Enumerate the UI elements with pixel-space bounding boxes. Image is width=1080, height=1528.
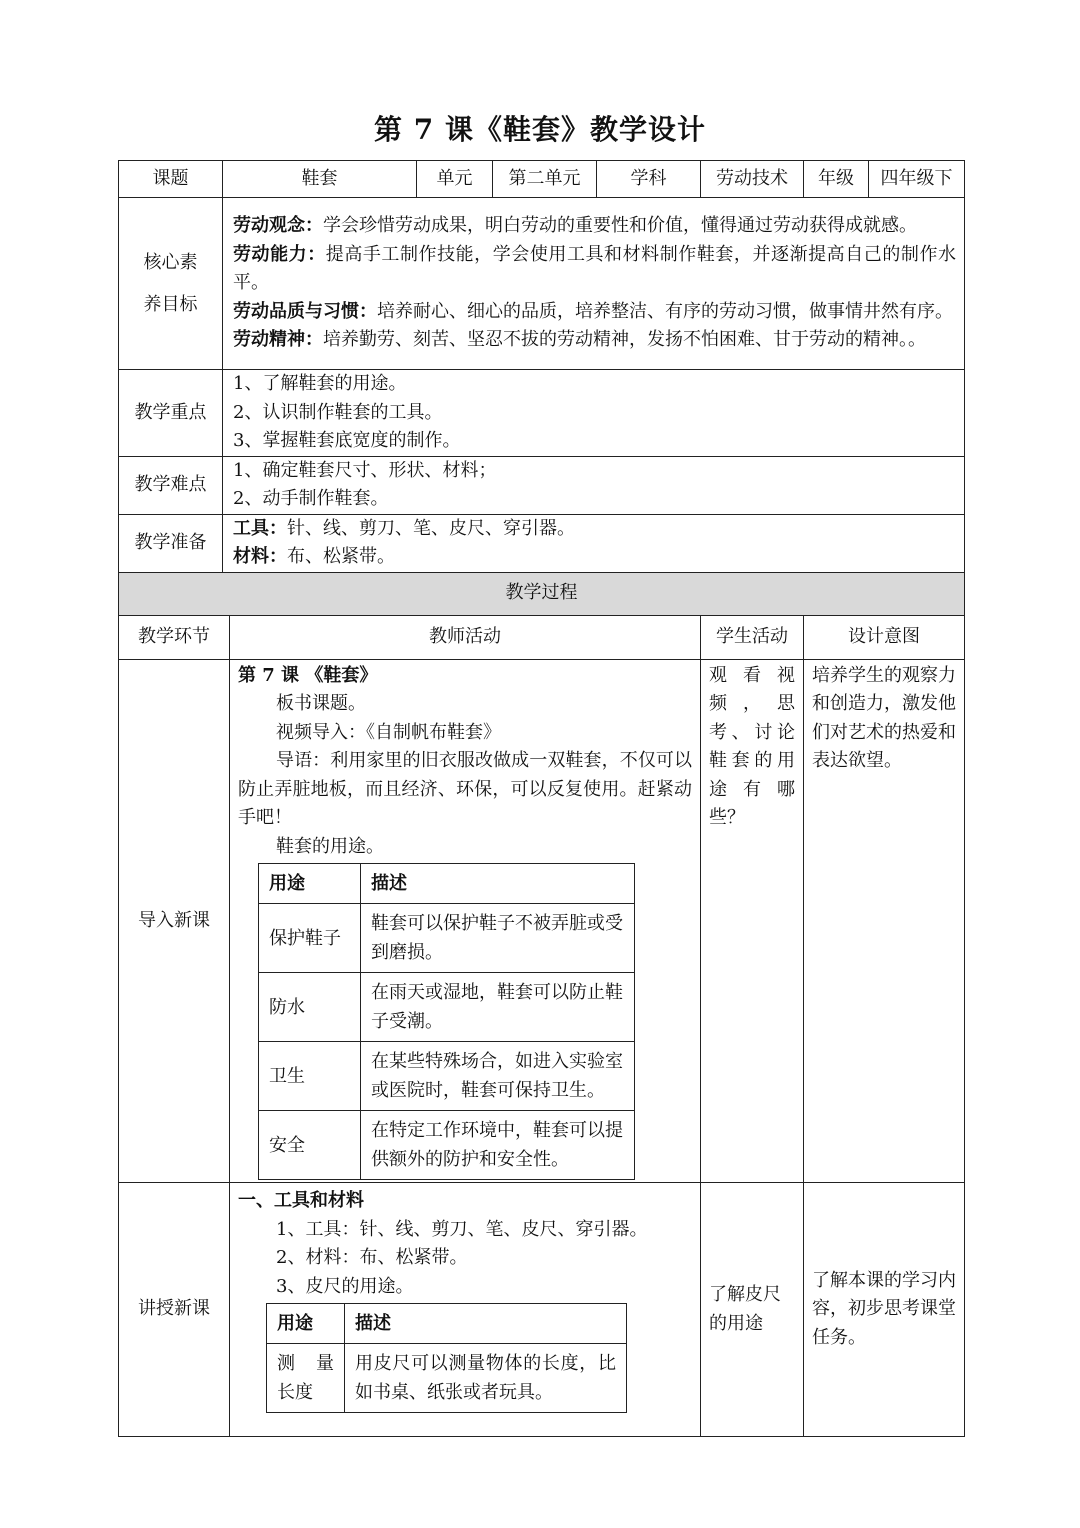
goal-head: 劳动观念： (233, 215, 323, 237)
goal-text: 培养勤劳、刻苦、坚忍不拔的劳动精神，发扬不怕困难、甘于劳动的精神。。 (323, 329, 926, 351)
teach-student: 了解皮尺的用途 (701, 1183, 804, 1437)
goal-text: 学会珍惜劳动成果，明白劳动的重要性和价值，懂得通过劳动获得成就感。 (323, 215, 917, 237)
desc-cell: 在某些特殊场合，如进入实验室或医院时，鞋套可保持卫生。 (361, 1042, 635, 1111)
goals-label-line-1: 核心素 (143, 251, 198, 273)
key-points-content (223, 370, 965, 457)
intro-teacher (230, 659, 701, 1183)
uses-title: 鞋套的用途。 (276, 835, 384, 857)
use-cell: 防水 (259, 973, 361, 1042)
topic-value: 鞋套 (223, 161, 417, 198)
intro-stage: 导入新课 (119, 659, 230, 1183)
materials-text: 布、松紧带。 (287, 546, 395, 567)
goal-item (233, 298, 956, 327)
materials-line (233, 543, 956, 572)
unit-value: 第二单元 (493, 161, 597, 198)
goals-row (119, 198, 965, 370)
col-student: 学生活动 (701, 615, 804, 659)
subject-value: 劳动技术 (701, 161, 804, 198)
desc-cell: 用皮尺可以测量物体的长度，比如书桌、纸张或者玩具。 (345, 1344, 627, 1413)
goal-text: 提高手工制作技能，学会使用工具和材料制作鞋套，并逐渐提高自己的制作水平。 (233, 243, 956, 294)
teach-section: 一、工具和材料 (238, 1190, 364, 1211)
uses-head-desc: 描述 (361, 864, 635, 904)
table-row (259, 973, 635, 1042)
tape-head-desc: 描述 (345, 1304, 627, 1344)
use-cell: 卫生 (259, 1042, 361, 1111)
preparation-row (119, 514, 965, 572)
difficulties-content (223, 456, 965, 514)
desc-cell: 鞋套可以保护鞋子不被弄脏或受到磨损。 (361, 904, 635, 973)
intro-row (119, 659, 965, 1183)
goals-label-line-2: 养目标 (143, 293, 198, 315)
subject-label: 学科 (597, 161, 701, 198)
goal-head: 劳动品质与习惯： (233, 300, 377, 322)
teach-item: 2、材料：布、松紧带。 (276, 1247, 468, 1268)
uses-table-header (259, 864, 635, 904)
topic-label: 课题 (119, 161, 223, 198)
tools-text: 针、线、剪刀、笔、皮尺、穿引器。 (287, 517, 575, 539)
use-cell: 测 量 长度 (267, 1344, 345, 1413)
col-stage: 教学环节 (119, 615, 230, 659)
intro-intent: 培养学生的观察力和创造力，激发他们对艺术的热爱和表达欲望。 (804, 659, 965, 1183)
grade-label: 年级 (804, 161, 869, 198)
col-teacher: 教师活动 (230, 615, 701, 659)
goal-item (233, 241, 956, 298)
materials-head: 材料： (233, 546, 287, 567)
intro-student: 观看视频，思考、讨论鞋套的用途有哪些？ (701, 659, 804, 1183)
tape-table-header (267, 1304, 627, 1344)
key-points-label: 教学重点 (119, 370, 223, 457)
table-row (259, 1042, 635, 1111)
difficulties-label: 教学难点 (119, 456, 223, 514)
difficulty-item: 2、动手制作鞋套。 (233, 488, 389, 509)
process-columns-row (119, 615, 965, 659)
key-point-item: 1、了解鞋套的用途。 (233, 373, 407, 394)
teach-stage: 讲授新课 (119, 1183, 230, 1437)
goal-head: 劳动能力： (233, 243, 326, 265)
desc-cell: 在特定工作环境中，鞋套可以提供额外的防护和安全性。 (361, 1111, 635, 1180)
preparation-label: 教学准备 (119, 514, 223, 572)
tape-head-use: 用途 (267, 1304, 345, 1344)
goal-head: 劳动精神： (233, 329, 323, 351)
process-header: 教学过程 (119, 572, 965, 615)
tools-line (233, 515, 956, 544)
teach-row (119, 1183, 965, 1437)
key-points-row (119, 370, 965, 457)
table-row (259, 904, 635, 973)
goal-item (233, 326, 956, 355)
teach-item: 1、工具：针、线、剪刀、笔、皮尺、穿引器。 (276, 1218, 648, 1240)
difficulty-item: 1、确定鞋套尺寸、形状、材料； (233, 459, 497, 481)
tools-head: 工具： (233, 517, 287, 539)
difficulties-row (119, 456, 965, 514)
board-line: 板书课题。 (276, 693, 366, 714)
lesson-title: 第 7 课 《鞋套》 (238, 664, 378, 686)
teach-teacher (230, 1183, 701, 1437)
tape-table (266, 1303, 627, 1413)
lesson-plan-table (118, 160, 965, 1437)
teach-item: 3、皮尺的用途。 (276, 1275, 414, 1297)
goals-content (223, 198, 965, 370)
page-title: 第 7 课《鞋套》教学设计 (374, 113, 706, 146)
key-point-item: 3、掌握鞋套底宽度的制作。 (233, 430, 461, 451)
desc-cell: 在雨天或湿地，鞋套可以防止鞋子受潮。 (361, 973, 635, 1042)
use-cell: 安全 (259, 1111, 361, 1180)
table-row (259, 1111, 635, 1180)
use-cell: 保护鞋子 (259, 904, 361, 973)
video-line: 视频导入：《自制帆布鞋套》 (276, 721, 501, 743)
guide-text: 导语：利用家里的旧衣服改做成一双鞋套，不仅可以防止弄脏地板，而且经济、环保，可以反复使用。赶紧动手吧！ (238, 750, 692, 828)
uses-table (258, 863, 635, 1180)
goal-text: 培养耐心、细心的品质，培养整洁、有序的劳动习惯，做事情井然有序。 (377, 300, 953, 322)
goal-item (233, 212, 956, 241)
preparation-content (223, 514, 965, 572)
process-header-row (119, 572, 965, 615)
teach-intent: 了解本课的学习内容，初步思考课堂任务。 (804, 1183, 965, 1437)
uses-head-use: 用途 (259, 864, 361, 904)
grade-value: 四年级下 (869, 161, 965, 198)
key-point-item: 2、认识制作鞋套的工具。 (233, 401, 443, 423)
info-row (119, 161, 965, 198)
table-row (267, 1344, 627, 1413)
goals-label (119, 198, 223, 370)
col-intent: 设计意图 (804, 615, 965, 659)
unit-label: 单元 (417, 161, 493, 198)
